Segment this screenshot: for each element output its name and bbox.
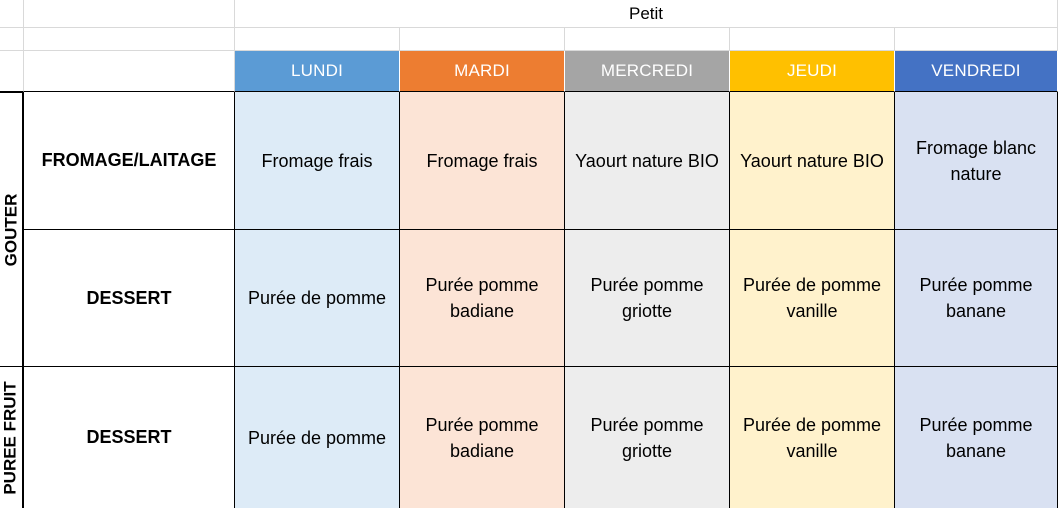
sheet-title: Petit bbox=[235, 0, 1058, 28]
grid-cell bbox=[0, 51, 24, 92]
menu-cell: Yaourt nature BIO bbox=[565, 92, 730, 230]
row-label-dessert: DESSERT bbox=[24, 230, 235, 367]
row-label-fromage-laitage: FROMAGE/LAITAGE bbox=[24, 92, 235, 230]
menu-cell: Purée de pomme bbox=[235, 367, 400, 508]
menu-cell: Purée pomme griotte bbox=[565, 230, 730, 367]
menu-cell: Yaourt nature BIO bbox=[730, 92, 895, 230]
grid-cell bbox=[235, 28, 400, 51]
grid-cell bbox=[730, 28, 895, 51]
menu-cell: Fromage frais bbox=[400, 92, 565, 230]
day-header-jeudi: JEUDI bbox=[730, 51, 895, 92]
menu-cell: Purée pomme badiane bbox=[400, 367, 565, 508]
menu-cell: Purée pomme badiane bbox=[400, 230, 565, 367]
grid-cell bbox=[0, 28, 24, 51]
grid-cell bbox=[24, 0, 235, 28]
grid-cell bbox=[24, 51, 235, 92]
grid-cell bbox=[400, 28, 565, 51]
day-header-mardi: MARDI bbox=[400, 51, 565, 92]
group-label-puree-fruit: PUREE FRUIT bbox=[0, 367, 24, 508]
grid-cell bbox=[895, 28, 1058, 51]
day-header-mercredi: MERCREDI bbox=[565, 51, 730, 92]
grid-cell bbox=[24, 28, 235, 51]
grid-cell bbox=[0, 0, 24, 28]
menu-cell: Purée de pomme bbox=[235, 230, 400, 367]
grid-cell bbox=[565, 28, 730, 51]
group-label-gouter: GOUTER bbox=[0, 92, 24, 367]
menu-cell: Purée pomme banane bbox=[895, 230, 1058, 367]
menu-cell: Purée de pomme vanille bbox=[730, 367, 895, 508]
menu-cell: Purée pomme griotte bbox=[565, 367, 730, 508]
row-label-dessert-puree: DESSERT bbox=[24, 367, 235, 508]
menu-cell: Fromage blanc nature bbox=[895, 92, 1058, 230]
day-header-vendredi: VENDREDI bbox=[895, 51, 1058, 92]
menu-cell: Fromage frais bbox=[235, 92, 400, 230]
day-header-lundi: LUNDI bbox=[235, 51, 400, 92]
menu-cell: Purée pomme banane bbox=[895, 367, 1058, 508]
menu-cell: Purée de pomme vanille bbox=[730, 230, 895, 367]
